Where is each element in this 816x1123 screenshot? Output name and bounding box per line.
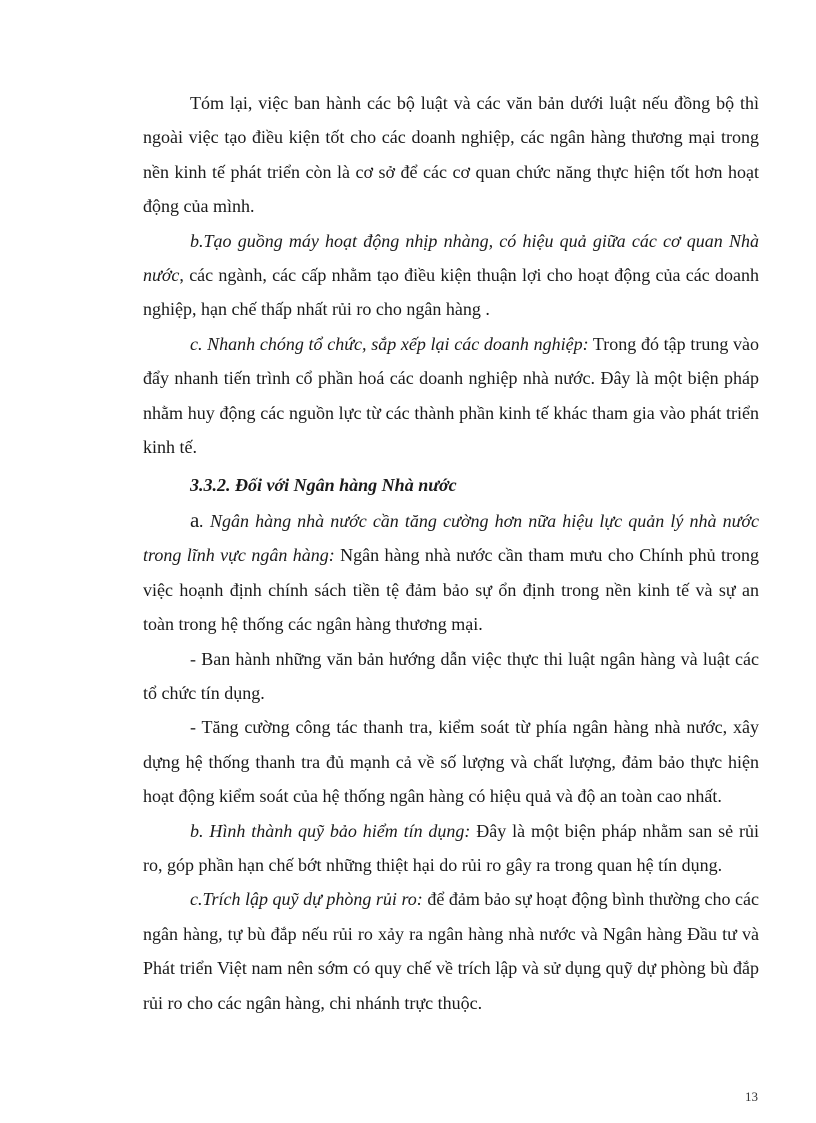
paragraph-credit-insurance: b. Hình thành quỹ bảo hiểm tín dụng: Đây là một biện pháp nhằm san sẻ rủi ro, góp phần hạn chế bớt những thiệt hại do rủi ro gây ra trong quan hệ tín dụng. (143, 820, 759, 875)
page-number: 13 (745, 1089, 758, 1104)
body-text (143, 86, 759, 1020)
paragraph-state-bank-management: a. Ngân hàng nhà nước cần tăng cường hơn nữa hiệu lực quản lý nhà nước trong lĩnh vực ngân hàng: Ngân hàng nhà nước cần tham mưu cho Chính phủ trong việc hoạnh định chính sách tiền tệ đảm bảo sự ổn định trong nền kinh tế và sự an toàn trong hệ thống các ngân hàng thương mại. (143, 507, 759, 635)
section-heading: 3.3.2. Đối với Ngân hàng Nhà nước (190, 475, 457, 496)
paragraph-risk-reserve: c.Trích lập quỹ dự phòng rủi ro: để đảm bảo sự hoạt động bình thường cho các ngân hàng, tự bù đắp nếu rủi ro xảy ra ngân hàng nhà nước và Ngân hàng Đầu tư và Phát triển Việt nam nên sớm có quy chế về trích lập và sử dụng quỹ dự phòng bù đắp rủi ro cho các ngân hàng, chi nhánh trực thuộc. (143, 889, 759, 1013)
item-lead: c. Nhanh chóng tổ chức, sắp xếp lại các doanh nghiệp: (190, 333, 589, 354)
paragraph-summary: Tóm lại, việc ban hành các bộ luật và các văn bản dưới luật nếu đồng bộ thì ngoài việc tạo điều kiện tốt cho các doanh nghiệp, các ngân hàng thương mại trong nền kinh tế phát triển còn là cơ sở để các cơ quan chức năng thực hiện tốt hơn hoạt động của mình. (143, 93, 759, 217)
paragraph-state-machinery: b.Tạo guồng máy hoạt động nhịp nhàng, có hiệu quả giữa các cơ quan Nhà nước, các ngành, các cấp nhằm tạo điều kiện thuận lợi cho hoạt động của các doanh nghiệp, hạn chế thấp nhất rủi ro cho ngân hàng . (143, 230, 759, 320)
item-lead: b. Hình thành quỹ bảo hiểm tín dụng: (190, 820, 471, 841)
bullet-regulations: - Ban hành những văn bản hướng dẫn việc thực thi luật ngân hàng và luật các tổ chức tín dụng. (143, 648, 759, 703)
item-letter: a (190, 507, 200, 532)
item-lead: . Ngân hàng nhà nước cần tăng cường hơn nữa hiệu lực quản lý nhà nước trong lĩnh vực ngân hàng: (143, 510, 759, 566)
item-lead: b.Tạo guồng máy hoạt động nhịp nhàng, có hiệu quả giữa các cơ quan Nhà nước (143, 230, 759, 286)
paragraph-enterprise-restructure: c. Nhanh chóng tổ chức, sắp xếp lại các doanh nghiệp: Trong đó tập trung vào đẩy nhanh tiến trình cổ phần hoá các doanh nghiệp nhà nước. Đây là một biện pháp nhằm huy động các nguồn lực từ các thành phần kinh tế khác tham gia vào phát triển kinh tế. (143, 333, 760, 458)
bullet-inspection: - Tăng cường công tác thanh tra, kiểm soát từ phía ngân hàng nhà nước, xây dựng hệ thống thanh tra đủ mạnh cả về số lượng và chất lượng, đảm bảo thực hiện hoạt động kiểm soát của hệ thống ngân hàng có hiệu quả và độ an toàn cao nhất. (143, 717, 759, 807)
item-lead: c.Trích lập quỹ dự phòng rủi ro: (190, 889, 423, 910)
